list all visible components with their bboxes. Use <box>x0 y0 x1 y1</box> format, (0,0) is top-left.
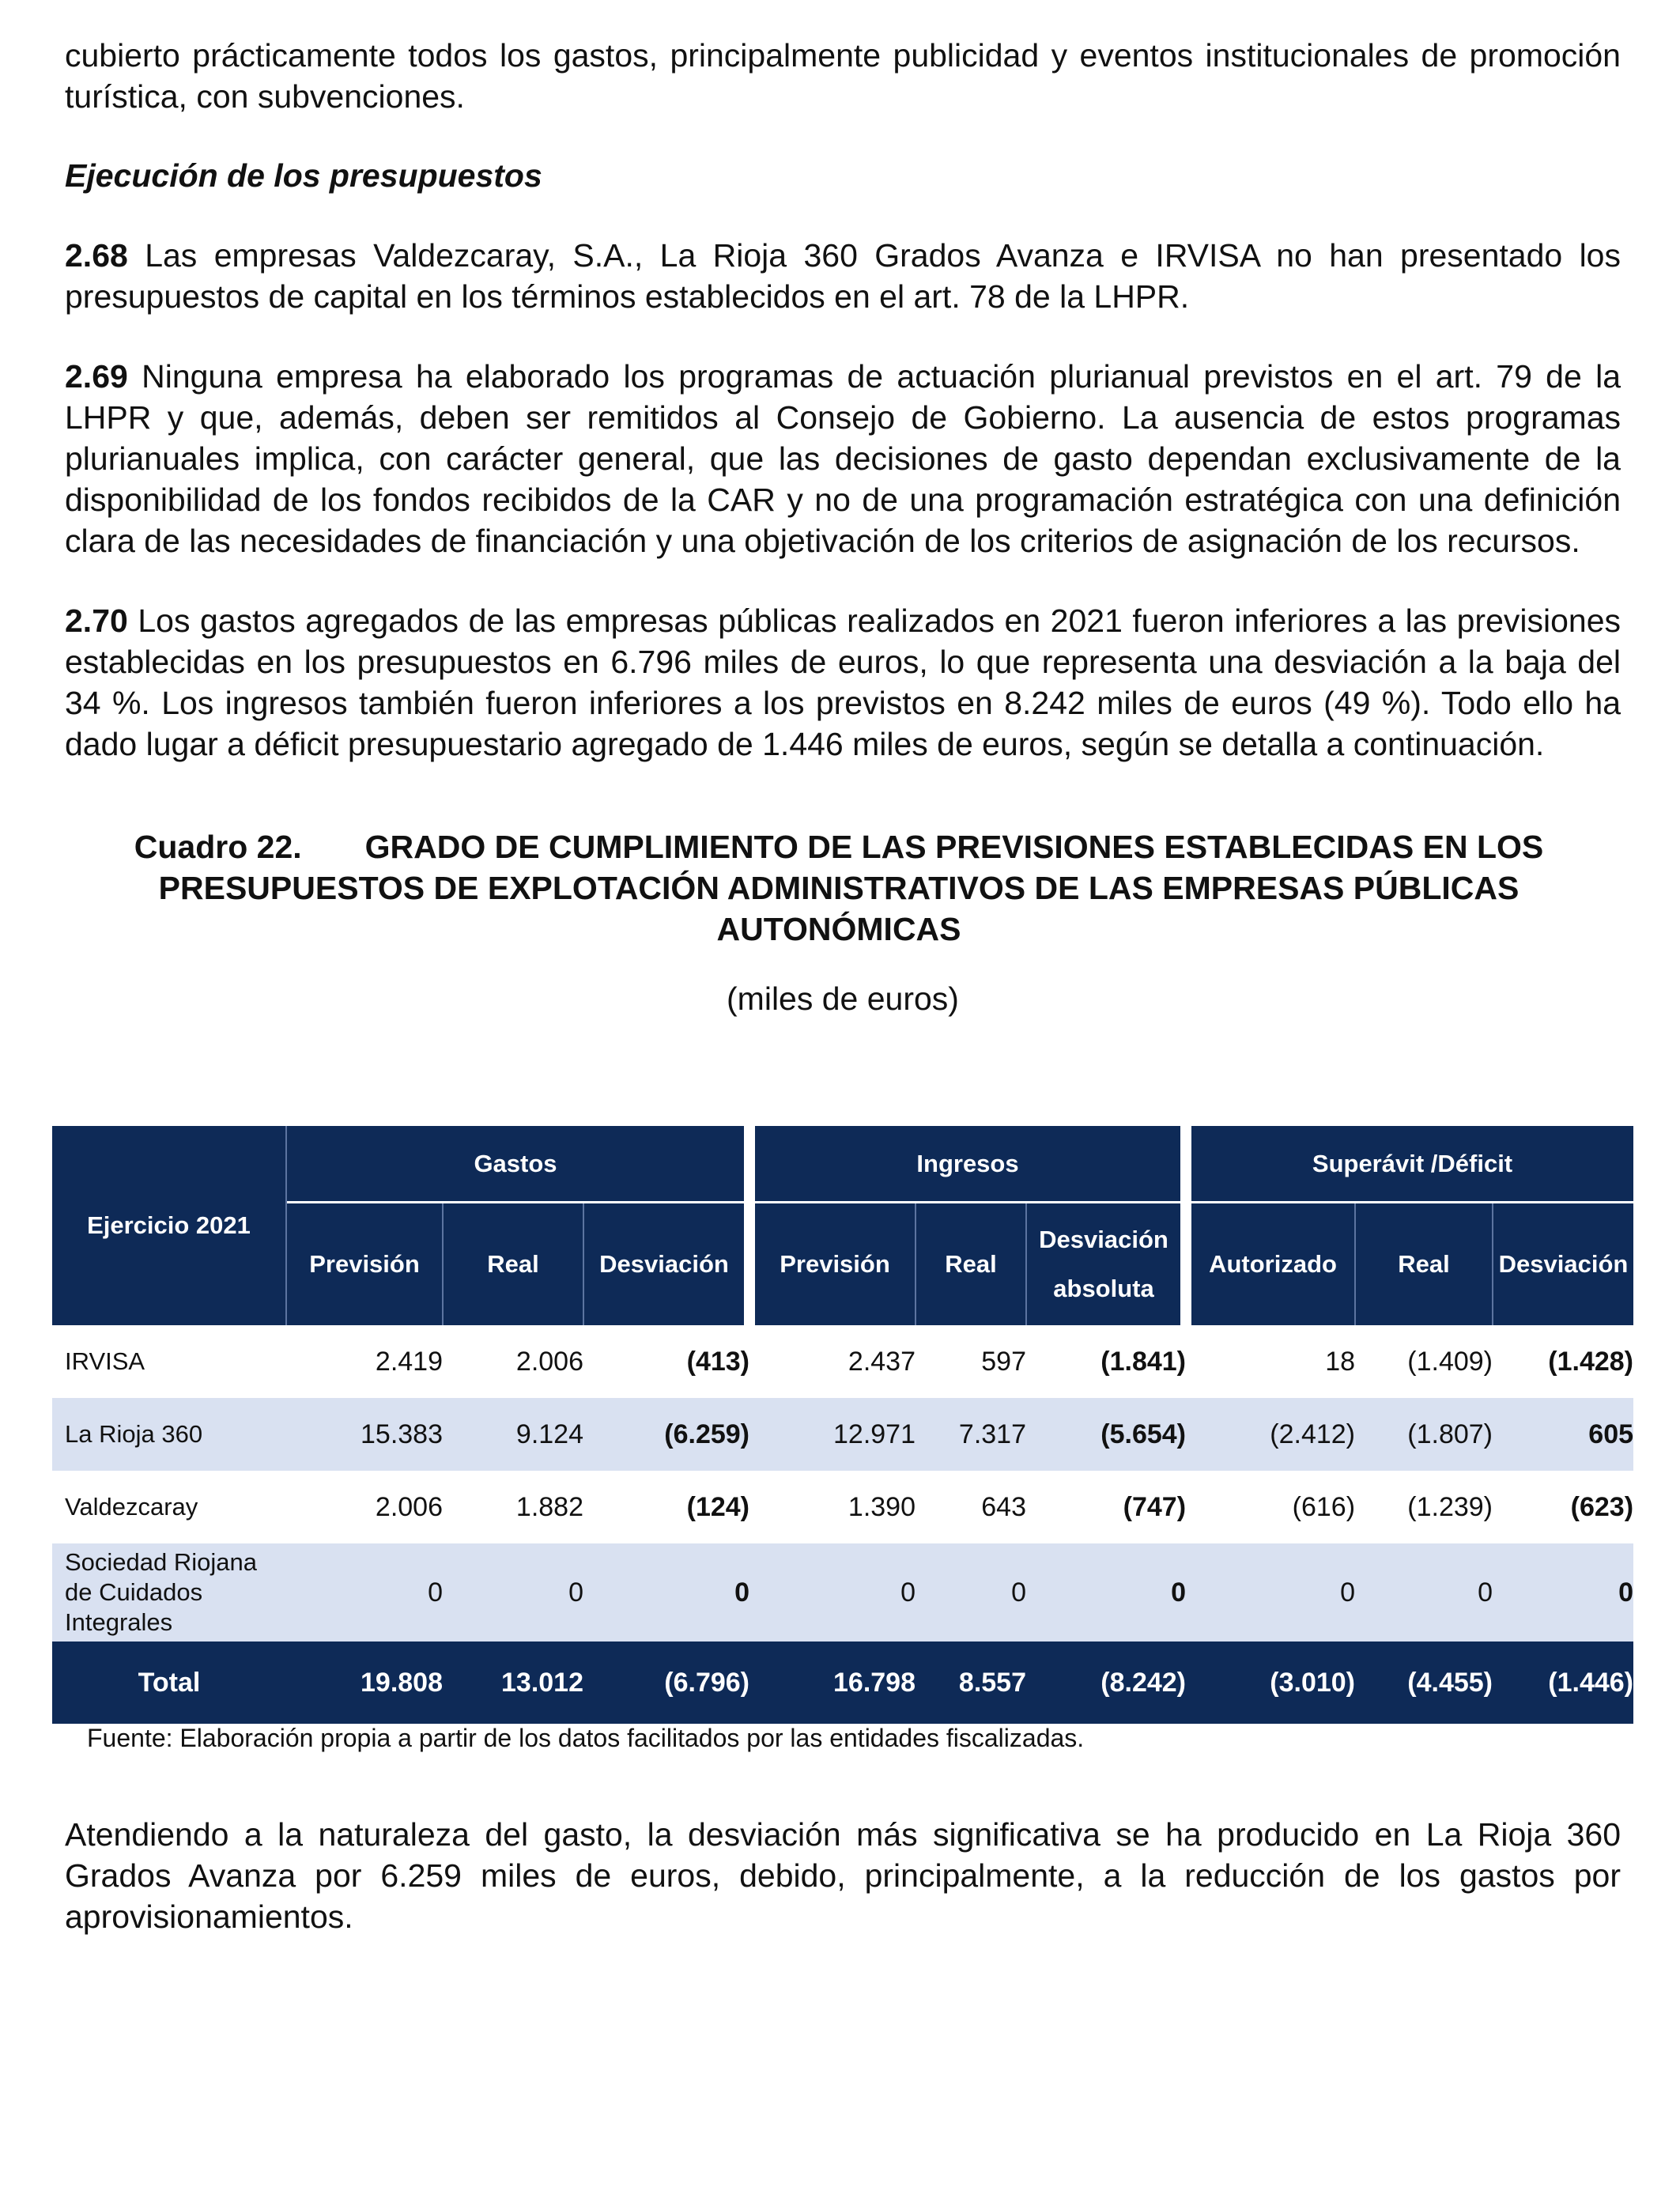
group-label: Ingresos <box>755 1126 1180 1203</box>
cell: 0 <box>286 1543 443 1642</box>
name-line: Sociedad Riojana <box>65 1548 258 1576</box>
cell: 8.557 <box>916 1642 1026 1724</box>
cell: (413) <box>686 1346 749 1377</box>
col-superavit-desviacion: Desviación <box>1493 1203 1633 1325</box>
cell: 0 <box>583 1543 749 1642</box>
cell: (623) <box>1570 1491 1634 1522</box>
cell: (8.242) <box>1026 1642 1186 1724</box>
cell: 12.971 <box>749 1398 916 1471</box>
cell: 19.808 <box>286 1642 443 1724</box>
group-ingresos <box>749 1126 1186 1203</box>
cell: 1.390 <box>848 1491 916 1522</box>
table-title: GRADO DE CUMPLIMIENTO DE LAS PREVISIONES ESTABLECIDAS EN LOS PRESUPUESTOS DE EXPLOTACIÓN ADMINISTRATIVOS DE LAS EMPRESAS PÚBLICAS AUTONÓMICAS <box>158 829 1544 947</box>
cell: 0 <box>1026 1543 1186 1642</box>
col-superavit-autorizado: Autorizado <box>1186 1203 1355 1325</box>
cell: (1.446) <box>1493 1642 1633 1724</box>
table-row <box>52 1398 1633 1471</box>
cell: (3.010) <box>1186 1642 1355 1724</box>
cell: 0 <box>749 1543 916 1642</box>
row-header: Ejercicio 2021 <box>52 1126 286 1325</box>
cell: (6.259) <box>583 1398 749 1471</box>
paragraph-2-70 <box>65 600 1621 765</box>
company-name: Valdezcaray <box>65 1493 198 1521</box>
closing-section <box>65 1814 1621 1937</box>
group-label: Superávit /Déficit <box>1191 1126 1633 1203</box>
company-name: La Rioja 360 <box>52 1398 286 1471</box>
paragraph-2-69 <box>65 356 1621 561</box>
cell: 0 <box>916 1543 1026 1642</box>
budget-compliance-table <box>52 1126 1633 1724</box>
col-ingresos-desviacion <box>1026 1203 1186 1325</box>
cell: (6.796) <box>583 1642 749 1724</box>
cell: (1.409) <box>1407 1346 1493 1377</box>
cell: 643 <box>981 1491 1026 1522</box>
paragraph-text: Los gastos agregados de las empresas públicas realizados en 2021 fueron inferiores a las previsiones establecidas en los presupuestos en 6.796 miles de euros, lo que representa una desviación a la baja del 34 %. Los ingresos también fueron inferiores a los previstos en 8.242 miles de euros (49 %). Todo ello ha dado lugar a déficit presupuestario agregado de 1.446 miles de euros, según se detalla a continuación. <box>65 603 1621 762</box>
document-body <box>65 35 1621 1019</box>
col-gastos-real: Real <box>443 1203 583 1325</box>
paragraph-number: 2.70 <box>65 603 128 639</box>
table-caption <box>65 826 1621 950</box>
cell: (747) <box>1123 1491 1187 1522</box>
table-row <box>52 1325 1633 1398</box>
col-ingresos-prevision: Previsión <box>749 1203 916 1325</box>
cell: (124) <box>686 1491 749 1522</box>
cell: 15.383 <box>286 1398 443 1471</box>
cell: 2.006 <box>375 1491 443 1522</box>
table-row <box>52 1471 1633 1543</box>
cell: (2.412) <box>1186 1398 1355 1471</box>
cell: 0 <box>443 1543 583 1642</box>
total-label: Total <box>52 1642 286 1724</box>
table-number: Cuadro 22. <box>134 829 302 865</box>
table-units: (miles de euros) <box>727 980 959 1017</box>
cell: 16.798 <box>749 1642 916 1724</box>
cell: 1.882 <box>515 1491 583 1522</box>
company-name: IRVISA <box>65 1347 145 1375</box>
cell: (1.807) <box>1355 1398 1493 1471</box>
col-gastos-desviacion: Desviación <box>583 1203 749 1325</box>
cell: (1.428) <box>1548 1346 1634 1377</box>
cell: (616) <box>1292 1491 1356 1522</box>
cell: (1.239) <box>1407 1491 1493 1522</box>
cell: 0 <box>1186 1543 1355 1642</box>
table-source-note: Fuente: Elaboración propia a partir de los datos facilitados por las entidades fiscalizadas. <box>87 1724 1085 1752</box>
name-line: Integrales <box>65 1608 173 1636</box>
cell: 0 <box>1493 1543 1633 1642</box>
cell: (5.654) <box>1026 1398 1186 1471</box>
col-superavit-real: Real <box>1355 1203 1493 1325</box>
cell: 605 <box>1493 1398 1633 1471</box>
cell: 18 <box>1325 1346 1356 1377</box>
cell: 13.012 <box>443 1642 583 1724</box>
cell: 0 <box>1355 1543 1493 1642</box>
paragraph-text: Ninguna empresa ha elaborado los programas de actuación plurianual previstos en el art. 79 de la LHPR y que, además, deben ser remitidos al Consejo de Gobierno. La ausencia de estos programas plurianuales implica, con carácter general, que las decisiones de gasto dependan exclusivamente de la disponibilidad de los fondos recibidos de la CAR y no de una programación estratégica con una definición clara de las necesidades de financiación y una objetivación de los criterios de asignación de los recursos. <box>65 358 1621 559</box>
section-heading: Ejecución de los presupuestos <box>65 157 542 194</box>
paragraph-number: 2.68 <box>65 237 128 274</box>
col-label-line: absoluta <box>1053 1275 1154 1302</box>
cell: (4.455) <box>1355 1642 1493 1724</box>
cell: 9.124 <box>443 1398 583 1471</box>
cell: 2.419 <box>375 1346 443 1377</box>
intro-paragraph: cubierto prácticamente todos los gastos, principalmente publicidad y eventos institucionales de promoción turística, con subvenciones. <box>65 37 1621 115</box>
total-row <box>52 1642 1633 1724</box>
group-gastos <box>286 1126 749 1203</box>
paragraph-2-68 <box>65 235 1621 317</box>
cell: 7.317 <box>916 1398 1026 1471</box>
cell: 2.006 <box>515 1346 583 1377</box>
table-row <box>52 1543 1633 1642</box>
col-ingresos-real: Real <box>916 1203 1026 1325</box>
paragraph-text: Las empresas Valdezcaray, S.A., La Rioja 360 Grados Avanza e IRVISA no han presentado los presupuestos de capital en los términos establecidos en el art. 78 de la LHPR. <box>65 237 1621 315</box>
cell: 597 <box>981 1346 1026 1377</box>
col-label-line: Desviación <box>1039 1226 1168 1253</box>
company-name <box>52 1543 286 1642</box>
paragraph-number: 2.69 <box>65 358 128 395</box>
closing-paragraph: Atendiendo a la naturaleza del gasto, la desviación más significativa se ha producido en La Rioja 360 Grados Avanza por 6.259 miles de euros, debido, principalmente, a la reducción de los gastos por aprovisionamientos. <box>65 1816 1621 1935</box>
cell: 2.437 <box>848 1346 916 1377</box>
group-label: Gastos <box>287 1126 744 1203</box>
group-superavit <box>1186 1126 1633 1203</box>
cell: (1.841) <box>1100 1346 1187 1377</box>
name-line: de Cuidados <box>65 1578 203 1606</box>
col-gastos-prevision: Previsión <box>286 1203 443 1325</box>
